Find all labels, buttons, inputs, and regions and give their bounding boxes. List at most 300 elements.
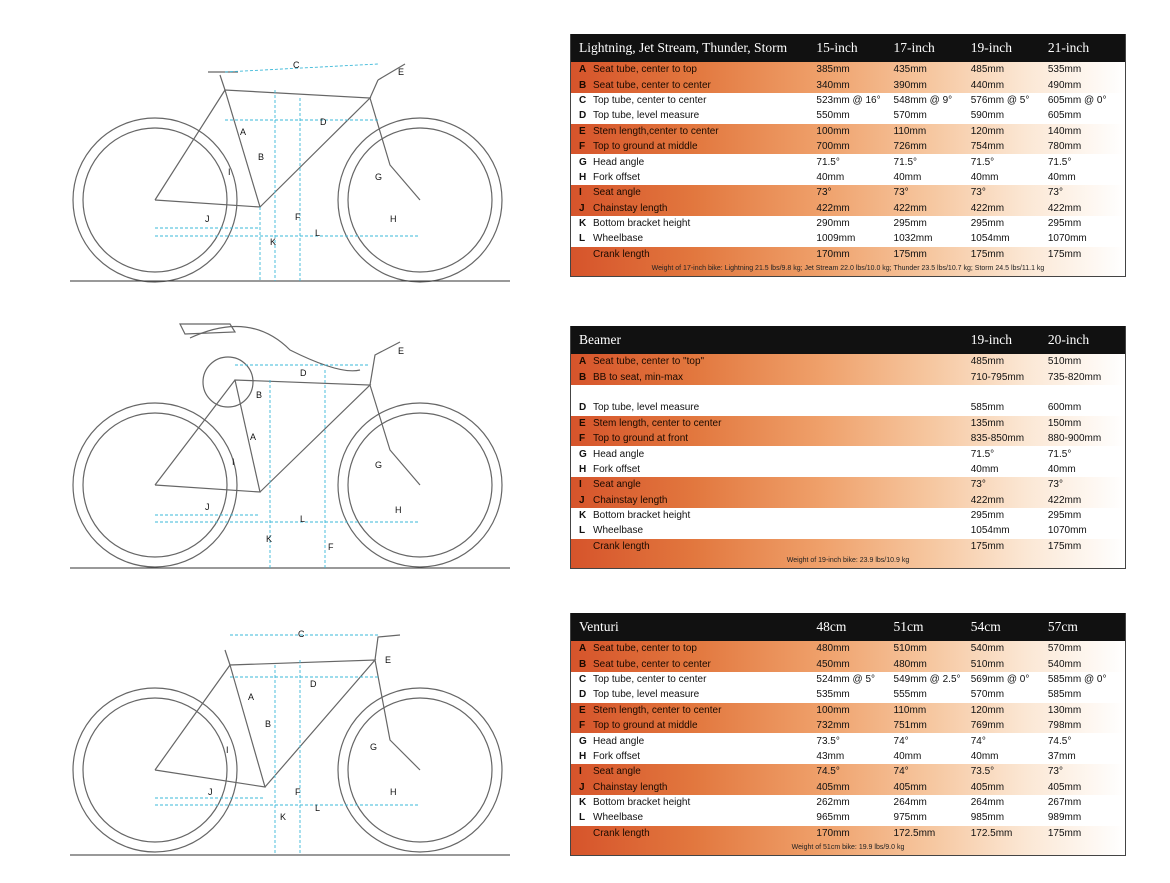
table-row — [571, 523, 1125, 538]
table-cell: 385mm — [816, 64, 850, 76]
row-label-cell — [571, 720, 816, 731]
table-cell: 422mm — [893, 202, 927, 214]
row-label-cell — [571, 203, 816, 214]
dimension-letter: C — [579, 673, 587, 685]
dimension-letter: A — [579, 64, 587, 76]
table-cell: 74° — [970, 735, 986, 747]
weight-footnote: Weight of 17-inch bike: Lightning 21.5 lbs/9.8 kg; Jet Stream 22.0 lbs/10.0 kg; Thunder 23.5 lbs/10.7 kg; Storm 24.5 lbs/11.1 kg — [571, 262, 1125, 276]
table-cell: 340mm — [816, 79, 850, 91]
table-cell: 40mm — [970, 750, 999, 762]
table-cell: 135mm — [970, 417, 1005, 429]
table-cell: 40mm — [893, 171, 922, 183]
table-cell: 710-795mm — [970, 371, 1025, 383]
table-cell: 422mm — [1047, 494, 1082, 506]
row-label-cell — [571, 449, 816, 460]
table-row — [571, 539, 1125, 554]
table-row — [571, 154, 1125, 169]
table-row — [571, 493, 1125, 508]
table-row — [571, 354, 1125, 369]
row-label: Crank length — [593, 540, 650, 552]
row-label: Seat angle — [593, 766, 641, 778]
dim-label-a: A — [248, 692, 255, 702]
dimension-letter: J — [579, 202, 585, 214]
row-label-cell — [571, 782, 816, 793]
dim-label-l: L — [315, 228, 321, 238]
dim-label-j: J — [205, 502, 210, 512]
dimension-letter: C — [579, 94, 587, 106]
dim-label-e: E — [385, 655, 392, 665]
size-column-header: 15-inch — [816, 40, 858, 55]
table-cell: 485mm — [970, 64, 1005, 76]
dimension-letter: D — [579, 110, 587, 122]
table-cell: 570mm — [970, 689, 1005, 701]
table-cell: 71.5° — [1047, 448, 1072, 460]
table-cell: 40mm — [1047, 171, 1076, 183]
table-cell: 754mm — [970, 141, 1005, 153]
table-cell: 600mm — [1047, 402, 1082, 414]
row-label: Head angle — [593, 156, 645, 168]
table-cell: 450mm — [816, 658, 850, 670]
table-cell: 120mm — [970, 125, 1005, 137]
dim-label-i: I — [226, 745, 229, 755]
spec-table-lightning — [570, 34, 1126, 277]
table-cell: 549mm @ 2.5° — [893, 673, 961, 685]
table-cell: 73.5° — [970, 766, 995, 778]
dim-label-g: G — [375, 172, 383, 182]
dim-label-d: D — [310, 679, 317, 689]
table-cell: 540mm — [970, 643, 1005, 655]
row-label-cell — [571, 674, 816, 685]
table-cell: 74.5° — [816, 766, 840, 778]
table-cell: 422mm — [970, 494, 1005, 506]
dim-label-f: F — [328, 542, 334, 552]
row-label: Seat tube, center to "top" — [593, 356, 705, 368]
dimension-letter: F — [579, 720, 586, 732]
row-label: Crank length — [593, 827, 650, 839]
table-cell: 100mm — [816, 125, 850, 137]
table-cell: 170mm — [816, 248, 850, 260]
size-column-header: 57cm — [1047, 619, 1078, 634]
table-title: Lightning, Jet Stream, Thunder, Storm — [579, 40, 788, 55]
table-cell: 405mm — [970, 781, 1005, 793]
spec-table-beamer — [570, 326, 1126, 569]
dim-label-i: I — [232, 457, 235, 467]
table-cell: 1054mm — [970, 525, 1010, 537]
row-label-cell — [571, 141, 816, 152]
dimension-letter: D — [579, 689, 587, 701]
row-label: Bottom bracket height — [593, 510, 691, 522]
row-label: Seat tube, center to center — [593, 79, 711, 91]
table-cell: 524mm @ 5° — [816, 673, 876, 685]
row-label-cell — [571, 172, 816, 183]
table-row — [571, 826, 1125, 841]
dimension-letter: K — [579, 510, 587, 522]
table-cell: 769mm — [970, 720, 1005, 732]
table-cell: 73.5° — [816, 735, 840, 747]
dimension-letter: G — [579, 448, 587, 460]
table-cell: 71.5° — [893, 156, 918, 168]
size-column-header: 17-inch — [893, 40, 935, 55]
row-label: Stem length, center to center — [593, 704, 722, 716]
table-cell: 422mm — [970, 202, 1005, 214]
dimension-letter: E — [579, 125, 586, 137]
dimension-letter: K — [579, 218, 587, 230]
row-label-cell — [571, 157, 816, 168]
table-row — [571, 108, 1125, 123]
table-cell: 440mm — [970, 79, 1005, 91]
table-row — [571, 672, 1125, 687]
row-label-cell — [571, 218, 816, 229]
dimension-letter: F — [579, 433, 586, 445]
size-column-header: 48cm — [816, 619, 847, 634]
table-cell: 1009mm — [816, 233, 856, 245]
dim-label-e: E — [398, 67, 405, 77]
row-label-cell — [571, 187, 816, 198]
row-label: Chainstay length — [593, 781, 668, 793]
row-label: Fork offset — [593, 171, 641, 183]
dimension-letter: I — [579, 766, 582, 778]
table-title: Venturi — [579, 619, 619, 634]
table-row — [571, 749, 1125, 764]
table-cell: 295mm — [1047, 218, 1082, 230]
dim-label-d: D — [320, 117, 327, 127]
row-label-cell — [571, 110, 816, 121]
row-label: Top tube, level measure — [593, 689, 700, 701]
table-cell: 295mm — [1047, 510, 1082, 522]
table-cell: 405mm — [893, 781, 927, 793]
weight-footnote: Weight of 19-inch bike: 23.9 lbs/10.9 kg — [571, 554, 1125, 568]
table-cell: 110mm — [893, 704, 927, 716]
table-row — [571, 139, 1125, 154]
row-label-cell — [571, 464, 816, 475]
dim-label-a: A — [250, 432, 257, 442]
row-label-cell — [571, 126, 816, 137]
row-label: Chainstay length — [593, 494, 668, 506]
table-row — [571, 656, 1125, 671]
dim-label-e: E — [398, 346, 405, 356]
dimension-letter: H — [579, 750, 587, 762]
table-cell: 295mm — [970, 218, 1005, 230]
table-cell: 175mm — [1047, 827, 1082, 839]
table-row — [571, 185, 1125, 200]
table-cell: 73° — [1047, 187, 1063, 199]
row-label-cell — [571, 372, 816, 383]
dim-label-k: K — [280, 812, 287, 822]
dim-label-h: H — [395, 505, 402, 515]
table-cell: 1070mm — [1047, 233, 1087, 245]
table-cell: 175mm — [1047, 540, 1082, 552]
dimension-letter: I — [579, 479, 582, 491]
row-label-cell — [571, 828, 816, 839]
dimension-letter: E — [579, 704, 586, 716]
dimension-letter: F — [579, 141, 586, 153]
row-label-cell — [571, 659, 816, 670]
table-cell: 264mm — [893, 797, 927, 809]
dim-label-k: K — [266, 534, 273, 544]
table-cell: 1032mm — [893, 233, 933, 245]
row-label: Top tube, level measure — [593, 402, 700, 414]
size-column-header: 20-inch — [1047, 332, 1090, 347]
table-cell: 535mm — [1047, 64, 1082, 76]
dim-label-b: B — [265, 719, 272, 729]
table-cell: 290mm — [816, 218, 850, 230]
table-row — [571, 810, 1125, 825]
table-cell: 605mm @ 0° — [1047, 94, 1107, 106]
row-label: Top to ground at middle — [593, 141, 698, 153]
row-label: Fork offset — [593, 463, 641, 475]
dim-label-g: G — [375, 460, 383, 470]
dim-label-g: G — [370, 742, 378, 752]
dimension-letter: A — [579, 643, 587, 655]
table-row — [571, 385, 1125, 400]
row-label: Bottom bracket height — [593, 797, 691, 809]
table-cell: 480mm — [816, 643, 850, 655]
dim-label-i: I — [228, 167, 231, 177]
table-row — [571, 733, 1125, 748]
row-label-cell — [571, 812, 816, 823]
dim-label-l: L — [315, 803, 321, 813]
table-cell: 576mm @ 5° — [970, 94, 1030, 106]
table-row — [571, 247, 1125, 262]
table-cell: 555mm — [893, 689, 927, 701]
table-cell: 405mm — [816, 781, 850, 793]
row-label: Seat tube, center to center — [593, 658, 711, 670]
table-cell: 264mm — [970, 797, 1005, 809]
bike-diagram-venturi — [60, 615, 520, 860]
table-cell: 510mm — [1047, 356, 1082, 368]
table-row — [571, 416, 1125, 431]
table-cell: 172.5mm — [893, 827, 936, 839]
table-cell: 267mm — [1047, 797, 1082, 809]
table-row — [571, 780, 1125, 795]
bike-diagram-lightning — [60, 50, 520, 285]
table-row — [571, 764, 1125, 779]
table-cell: 40mm — [970, 171, 999, 183]
table-cell: 1054mm — [970, 233, 1010, 245]
table-cell: 405mm — [1047, 781, 1082, 793]
dim-label-f: F — [295, 787, 301, 797]
size-column-header: 51cm — [893, 619, 924, 634]
table-cell: 510mm — [893, 643, 927, 655]
table-cell: 480mm — [893, 658, 927, 670]
table-cell: 71.5° — [970, 448, 995, 460]
table-cell: 73° — [1047, 766, 1063, 778]
table-header — [571, 34, 1125, 62]
row-label: Seat tube, center to top — [593, 64, 697, 76]
table-row — [571, 124, 1125, 139]
size-column-header: 54cm — [970, 619, 1001, 634]
table-cell: 140mm — [1047, 125, 1082, 137]
row-label: Wheelbase — [593, 233, 644, 245]
table-cell: 71.5° — [816, 156, 840, 168]
row-label: Seat tube, center to top — [593, 643, 697, 655]
table-cell: 485mm — [970, 356, 1005, 368]
dimension-letter: L — [579, 812, 586, 824]
spec-table-venturi — [570, 613, 1126, 856]
row-label-cell — [571, 643, 816, 654]
size-column-header: 19-inch — [970, 40, 1012, 55]
dimension-letter: G — [579, 156, 587, 168]
weight-footnote: Weight of 51cm bike: 19.9 lbs/9.0 kg — [571, 841, 1125, 855]
dim-label-l: L — [300, 514, 306, 524]
bicycle-diagram — [60, 310, 520, 572]
table-cell: 295mm — [893, 218, 927, 230]
table-cell: 73° — [1047, 479, 1063, 491]
table-cell: 510mm — [970, 658, 1005, 670]
size-column-header: 21-inch — [1047, 40, 1090, 55]
table-cell: 540mm — [1047, 658, 1082, 670]
table-cell: 110mm — [893, 125, 927, 137]
table-row — [571, 462, 1125, 477]
table-cell: 43mm — [816, 750, 845, 762]
table-cell: 780mm — [1047, 141, 1082, 153]
table-cell: 73° — [970, 479, 986, 491]
dimension-letter: K — [579, 797, 587, 809]
table-cell: 975mm — [893, 812, 927, 824]
row-label: Crank length — [593, 248, 650, 260]
row-label: Bottom bracket height — [593, 218, 691, 230]
table-cell: 985mm — [970, 812, 1005, 824]
table-cell: 989mm — [1047, 812, 1082, 824]
table-cell: 965mm — [816, 812, 850, 824]
table-row — [571, 446, 1125, 461]
dimension-letter: I — [579, 187, 582, 199]
dim-label-b: B — [256, 390, 263, 400]
table-cell: 295mm — [970, 510, 1005, 522]
row-label-cell — [571, 95, 816, 106]
row-label: Head angle — [593, 448, 645, 460]
table-row — [571, 170, 1125, 185]
table-cell: 569mm @ 0° — [970, 673, 1030, 685]
row-label-cell — [571, 510, 816, 521]
table-row — [571, 641, 1125, 656]
row-label-cell — [571, 736, 816, 747]
table-cell: 73° — [893, 187, 909, 199]
table-cell: 40mm — [816, 171, 845, 183]
row-label-cell — [571, 479, 816, 490]
dimension-letter: J — [579, 494, 585, 506]
dim-label-k: K — [270, 237, 277, 247]
table-cell: 1070mm — [1047, 525, 1087, 537]
dimension-letter: E — [579, 417, 586, 429]
table-cell: 700mm — [816, 141, 850, 153]
table-cell: 40mm — [1047, 463, 1076, 475]
row-label-cell — [571, 402, 816, 413]
table-cell: 735-820mm — [1047, 371, 1102, 383]
table-title: Beamer — [579, 332, 621, 347]
table-cell: 835-850mm — [970, 433, 1025, 445]
dimension-letter: B — [579, 658, 587, 670]
row-label: Fork offset — [593, 750, 641, 762]
table-cell: 422mm — [816, 202, 850, 214]
dim-label-c: C — [293, 60, 300, 70]
table-cell: 535mm — [816, 689, 850, 701]
table-cell: 74° — [893, 766, 909, 778]
table-cell: 120mm — [970, 704, 1005, 716]
dim-label-h: H — [390, 214, 397, 224]
table-row — [571, 687, 1125, 702]
table-cell: 490mm — [1047, 79, 1082, 91]
row-label-cell — [571, 418, 816, 429]
row-label: Chainstay length — [593, 202, 668, 214]
row-label-cell — [571, 433, 816, 444]
table-cell: 175mm — [893, 248, 927, 260]
table-cell: 262mm — [816, 797, 850, 809]
table-cell: 175mm — [970, 248, 1005, 260]
row-label: BB to seat, min-max — [593, 371, 684, 383]
dimension-letter: H — [579, 463, 587, 475]
row-label-cell — [571, 751, 816, 762]
dim-label-f: F — [295, 212, 301, 222]
table-cell: 523mm @ 16° — [816, 94, 881, 106]
table-cell: 570mm — [893, 110, 927, 122]
table-row — [571, 231, 1125, 246]
row-label: Top to ground at middle — [593, 720, 698, 732]
dimension-letter: D — [579, 402, 587, 414]
table-cell: 550mm — [816, 110, 850, 122]
table-row — [571, 62, 1125, 77]
row-label: Stem length,center to center — [593, 125, 719, 137]
table-cell: 73° — [816, 187, 832, 199]
table-row — [571, 216, 1125, 231]
row-label-cell — [571, 705, 816, 716]
table-cell: 548mm @ 9° — [893, 94, 953, 106]
table-cell: 751mm — [893, 720, 927, 732]
table-cell: 71.5° — [1047, 156, 1072, 168]
row-label: Head angle — [593, 735, 645, 747]
table-cell: 880-900mm — [1047, 433, 1102, 445]
dimension-letter: L — [579, 525, 586, 537]
size-column-header: 19-inch — [970, 332, 1012, 347]
row-label: Wheelbase — [593, 525, 644, 537]
row-label: Stem length, center to center — [593, 417, 722, 429]
table-row — [571, 93, 1125, 108]
table-cell: 585mm — [970, 402, 1005, 414]
table-cell: 40mm — [970, 463, 999, 475]
table-cell: 585mm — [1047, 689, 1082, 701]
table-cell: 732mm — [816, 720, 850, 732]
row-label: Seat angle — [593, 187, 641, 199]
table-cell: 74° — [893, 735, 909, 747]
table-cell: 71.5° — [970, 156, 995, 168]
table-cell: 175mm — [970, 540, 1005, 552]
table-row — [571, 508, 1125, 523]
row-label-cell — [571, 541, 816, 552]
table-cell: 37mm — [1047, 750, 1076, 762]
dim-label-c: C — [298, 629, 305, 639]
table-row — [571, 400, 1125, 415]
table-row — [571, 703, 1125, 718]
table-cell: 175mm — [1047, 248, 1082, 260]
table-cell: 422mm — [1047, 202, 1082, 214]
row-label-cell — [571, 249, 816, 260]
table-cell: 73° — [970, 187, 986, 199]
table-cell: 150mm — [1047, 417, 1082, 429]
table-cell: 798mm — [1047, 720, 1082, 732]
table-cell: 726mm — [893, 141, 927, 153]
table-row — [571, 795, 1125, 810]
dim-label-j: J — [205, 214, 210, 224]
table-row — [571, 369, 1125, 384]
table-header — [571, 613, 1125, 641]
row-label: Top to ground at front — [593, 433, 689, 445]
table-cell: 74.5° — [1047, 735, 1072, 747]
table-row — [571, 77, 1125, 92]
bicycle-diagram — [60, 50, 520, 285]
row-label: Seat angle — [593, 479, 641, 491]
table-row — [571, 431, 1125, 446]
dimension-letter: B — [579, 79, 587, 91]
